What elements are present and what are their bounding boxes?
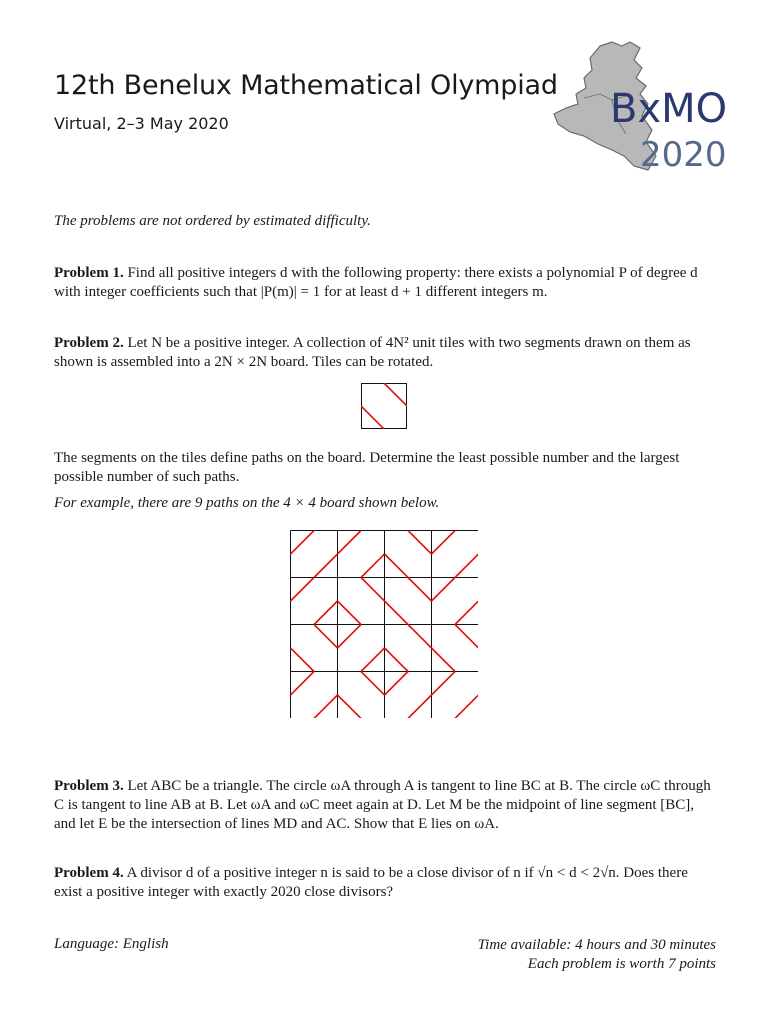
problem-2-question: The segments on the tiles define paths on the board. Determine the least possible number and the largest possible number of such paths. <box>54 450 680 485</box>
problem-3 <box>54 777 716 834</box>
tile-segment <box>338 625 362 649</box>
tile-segment <box>408 578 432 602</box>
tile-segment <box>408 531 432 555</box>
tile-segment <box>455 625 478 649</box>
tile-segment <box>385 648 409 672</box>
problem-1 <box>54 264 716 302</box>
problem-4 <box>54 864 716 902</box>
tile-segment <box>314 695 338 718</box>
tile-segment <box>291 578 315 602</box>
tile-segment <box>432 578 456 602</box>
tile-segment <box>455 601 478 625</box>
page-title: 12th Benelux Mathematical Olympiad <box>54 70 558 101</box>
problem-2 <box>54 334 716 372</box>
problem-2-text: Let N be a positive integer. A collection of 4N² unit tiles with two segments drawn on them as shown is assembled into a 2N × 2N board. Tiles can be rotated. <box>54 335 691 370</box>
tile-segment <box>361 672 385 696</box>
intro-note: The problems are not ordered by estimated difficulty. <box>54 213 371 229</box>
tile-segment <box>408 625 432 649</box>
tile-segment <box>338 601 362 625</box>
bxmo-logo <box>550 38 732 178</box>
time-and-points <box>478 936 716 974</box>
tile-segment <box>291 672 315 696</box>
logo-bxmo-text: BxMO <box>610 86 728 132</box>
tile-segment <box>314 554 338 578</box>
single-tile-figure <box>361 383 407 429</box>
problem-2-example: For example, there are 9 paths on the 4 × 4 board shown below. <box>54 495 440 511</box>
tile-segment <box>385 601 409 625</box>
problem-3-label: Problem 3. <box>54 778 124 794</box>
problem-1-text: Find all positive integers d with the following property: there exists a polynomial P of degree d with integer coefficients such that |P(m)| = 1 for at least d + 1 different integers m. <box>54 265 698 300</box>
problem-3-text: Let ABC be a triangle. The circle ωA through A is tangent to line BC at B. The circle ωC through C is tangent to line AB at B. Let ωA and ωC meet again at D. Let M be the midpoint of line segment [BC], and let E be the intersection of lines MD and AC. Show that E lies on ωA. <box>54 778 711 832</box>
tile-segment <box>432 648 456 672</box>
problem-4-text: A divisor d of a positive integer n is said to be a close divisor of n if √n < d < 2√n. Does there exist a positive integer with exactly 2020 close divisors? <box>54 865 688 900</box>
logo-year-text: 2020 <box>640 135 727 175</box>
tile-segment <box>455 695 478 718</box>
tile-segment <box>385 554 409 578</box>
problem-2-label: Problem 2. <box>54 335 124 351</box>
tile-segment <box>338 695 362 718</box>
tile-segment <box>291 648 315 672</box>
tile-segment <box>361 648 385 672</box>
time-available: Time available: 4 hours and 30 minutes <box>477 937 716 953</box>
tile-segment <box>291 531 315 555</box>
points-per-problem: Each problem is worth 7 points <box>527 956 716 972</box>
problem-4-label: Problem 4. <box>54 865 124 881</box>
tile-segment <box>432 672 456 696</box>
tile-segment <box>432 531 456 555</box>
tile-segment <box>455 554 478 578</box>
example-board-figure <box>290 530 478 718</box>
tile-segment <box>361 554 385 578</box>
tile-segment <box>361 578 385 602</box>
tile-segment <box>338 531 362 555</box>
page-subtitle: Virtual, 2–3 May 2020 <box>54 114 229 133</box>
tile-segment <box>385 672 409 696</box>
tile-segment <box>408 695 432 718</box>
problem-1-label: Problem 1. <box>54 265 124 281</box>
language-note: Language: English <box>54 936 169 952</box>
tile-segment <box>314 625 338 649</box>
tile-segment <box>314 601 338 625</box>
